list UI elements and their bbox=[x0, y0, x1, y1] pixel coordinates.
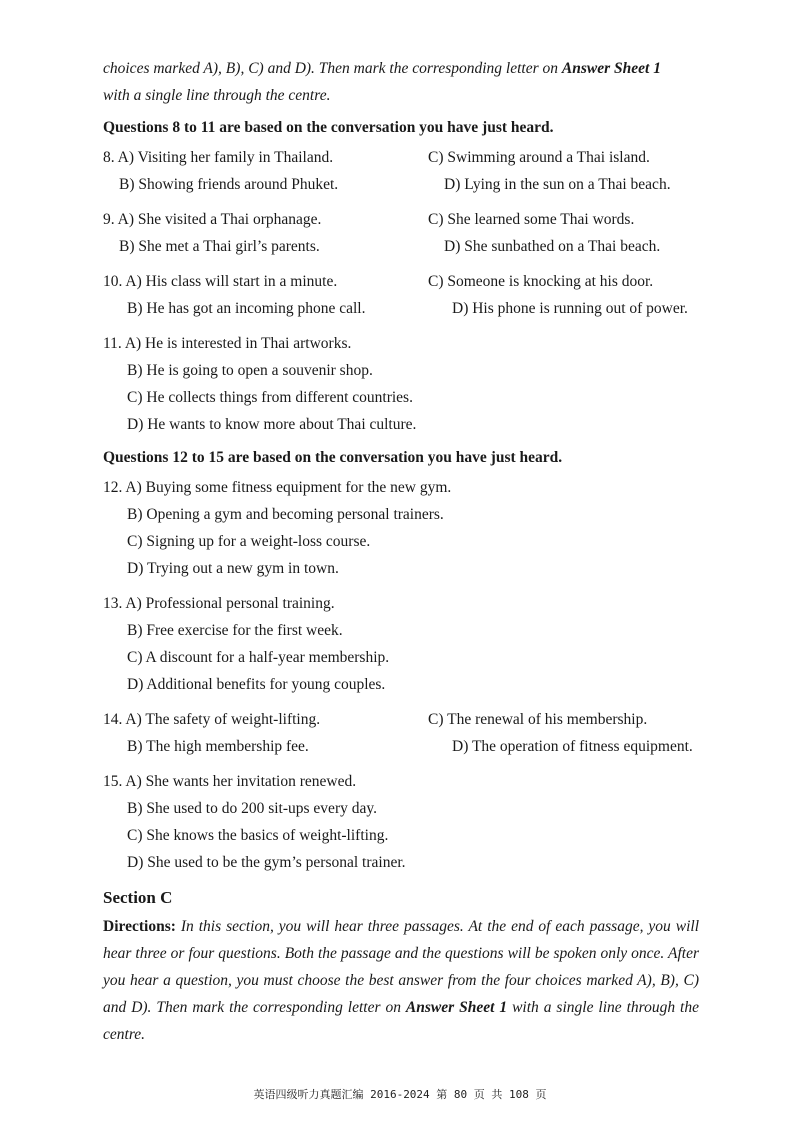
q11-option-d: D) He wants to know more about Thai culture. bbox=[127, 416, 417, 433]
q15-option-d: D) She used to be the gym’s personal trainer. bbox=[127, 854, 406, 871]
q15-option-b: B) She used to do 200 sit-ups every day. bbox=[127, 800, 377, 817]
q11-option-a: 11. A) He is interested in Thai artworks. bbox=[103, 335, 352, 352]
intro-line2: with a single line through the centre. bbox=[103, 87, 331, 104]
intro-line1: choices marked A), B), C) and D). Then mark the corresponding letter on bbox=[103, 60, 562, 77]
group2-heading: Questions 12 to 15 are based on the conversation you have just heard. bbox=[103, 449, 563, 466]
question-10 bbox=[103, 268, 699, 322]
q11-option-b: B) He is going to open a souvenir shop. bbox=[127, 362, 373, 379]
directions-answer-sheet: Answer Sheet 1 bbox=[405, 999, 508, 1016]
q15-option-a: 15. A) She wants her invitation renewed. bbox=[103, 773, 357, 790]
q10-option-b: B) He has got an incoming phone call. bbox=[127, 300, 366, 317]
q14-option-b: B) The high membership fee. bbox=[127, 738, 309, 755]
q8-option-b: B) Showing friends around Phuket. bbox=[119, 176, 339, 193]
q15-option-c: C) She knows the basics of weight-lifting. bbox=[127, 827, 389, 844]
directions-text-2: with a single line through the centre. bbox=[103, 999, 699, 1043]
q13-option-b: B) Free exercise for the first week. bbox=[127, 622, 343, 639]
q9-option-a: 9. A) She visited a Thai orphanage. bbox=[103, 211, 322, 228]
question-13 bbox=[103, 590, 699, 698]
q12-option-b: B) Opening a gym and becoming personal trainers. bbox=[127, 506, 444, 523]
intro-answer-sheet: Answer Sheet 1 bbox=[561, 60, 661, 77]
q12-option-c: C) Signing up for a weight-loss course. bbox=[127, 533, 371, 550]
directions-label: Directions: bbox=[103, 918, 176, 935]
q10-option-c: C) Someone is knocking at his door. bbox=[428, 273, 654, 290]
q13-option-a: 13. A) Professional personal training. bbox=[103, 595, 335, 612]
directions-text-1: In this section, you will hear three passages. At the end of each passage, you will hear three or four questions. Both the passage and the questions will be spoken only once. After you hear a question, you must choose the best answer from the four choices marked A), B), C) and D). Then mark the corresponding letter on bbox=[103, 918, 699, 1016]
q14-option-d: D) The operation of fitness equipment. bbox=[452, 738, 693, 755]
intro-text bbox=[103, 55, 699, 109]
q11-option-c: C) He collects things from different countries. bbox=[127, 389, 413, 406]
q10-option-a: 10. A) His class will start in a minute. bbox=[103, 273, 338, 290]
q9-option-d: D) She sunbathed on a Thai beach. bbox=[444, 238, 661, 255]
q12-option-a: 12. A) Buying some fitness equipment for the new gym. bbox=[103, 479, 452, 496]
exam-page bbox=[103, 55, 699, 1048]
q14-option-c: C) The renewal of his membership. bbox=[428, 711, 648, 728]
q8-option-c: C) Swimming around a Thai island. bbox=[428, 149, 650, 166]
q8-option-d: D) Lying in the sun on a Thai beach. bbox=[444, 176, 671, 193]
section-c-directions bbox=[103, 913, 699, 1048]
question-14 bbox=[103, 706, 699, 760]
q10-option-d: D) His phone is running out of power. bbox=[452, 300, 688, 317]
q12-option-d: D) Trying out a new gym in town. bbox=[127, 560, 339, 577]
q14-option-a: 14. A) The safety of weight-lifting. bbox=[103, 711, 321, 728]
section-c-title: Section C bbox=[103, 888, 173, 907]
question-8 bbox=[103, 144, 699, 198]
question-11 bbox=[103, 330, 699, 438]
question-9 bbox=[103, 206, 699, 260]
group1-heading: Questions 8 to 11 are based on the conversation you have just heard. bbox=[103, 119, 554, 136]
q8-option-a: 8. A) Visiting her family in Thailand. bbox=[103, 149, 334, 166]
question-15 bbox=[103, 768, 699, 876]
q9-option-b: B) She met a Thai girl’s parents. bbox=[119, 238, 320, 255]
question-12 bbox=[103, 474, 699, 582]
q13-option-d: D) Additional benefits for young couples. bbox=[127, 676, 386, 693]
q9-option-c: C) She learned some Thai words. bbox=[428, 211, 635, 228]
q13-option-c: C) A discount for a half-year membership. bbox=[127, 649, 390, 666]
page-footer: 英语四级听力真题汇编 2016-2024 第 80 页 共 108 页 bbox=[253, 1088, 547, 1101]
